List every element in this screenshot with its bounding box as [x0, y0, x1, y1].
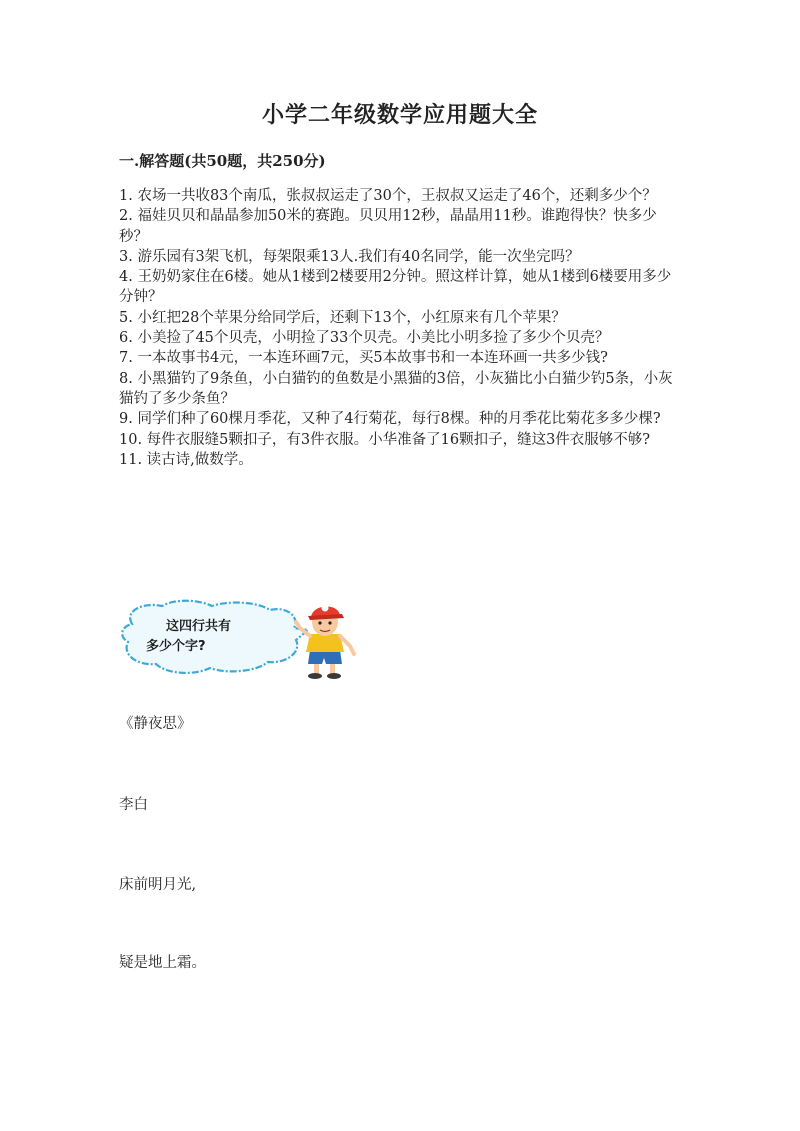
question-item-3: 3. 游乐园有3架飞机，每架限乘13人.我们有40名同学，能一次坐完吗？	[119, 248, 580, 265]
section-heading: 一.解答题(共50题，共250分)	[119, 152, 326, 170]
question-item-1: 1. 农场一共收83个南瓜，张叔叔运走了30个，王叔叔又运走了46个，还剩多少个？	[119, 188, 657, 204]
speech-bubble-line-2: 多少个字?	[146, 639, 206, 654]
question-item-5: 5. 小红把28个苹果分给同学后，还剩下13个，小红原来有几个苹果？	[119, 309, 566, 326]
poem-line-1: 床前明月光,	[119, 877, 197, 893]
question-item-9: 9. 同学们种了60棵月季花，又种了4行菊花，每行8棵。种的月季花比菊花多多少棵?	[119, 411, 661, 428]
page-title: 小学二年级数学应用题大全	[261, 102, 538, 128]
question-item-10: 10. 每件衣服缝5颗扣子，有3件衣服。小华准备了16颗扣子，缝这3件衣服够不够?	[119, 431, 651, 448]
question-list	[119, 186, 684, 470]
question-item-11: 11. 读古诗,做数学。	[119, 451, 253, 468]
cartoon-boy-speech-illustration	[118, 598, 368, 680]
poem-title: 《静夜思》	[119, 716, 192, 732]
speech-bubble	[122, 601, 308, 673]
cartoon-boy	[296, 605, 354, 680]
speech-bubble-line-1: 这四行共有	[166, 619, 232, 634]
question-item-6: 6. 小美捡了45个贝壳，小明捡了33个贝壳。小美比小明多捡了多少个贝壳？	[119, 330, 610, 347]
question-item-7: 7. 一本故事书4元，一本连环画7元，买5本故事书和一本连环画一共多少钱?	[119, 350, 608, 367]
poem-author: 李白	[119, 797, 148, 813]
question-item-2: 2. 福娃贝贝和晶晶参加50米的赛跑。贝贝用12秒，晶晶用11秒。谁跑得快？快多少秒？	[119, 208, 657, 245]
poem-line-2: 疑是地上霜。	[119, 955, 206, 971]
question-item-4: 4. 王奶奶家住在6楼。她从1楼到2楼要用2分钟。照这样计算，她从1楼到6楼要用多少分钟？	[119, 269, 672, 306]
question-item-8: 8. 小黑猫钓了9条鱼，小白猫钓的鱼数是小黑猫的3倍，小灰猫比小白猫少钓5条，小灰猫钓了多少条鱼？	[119, 370, 673, 407]
